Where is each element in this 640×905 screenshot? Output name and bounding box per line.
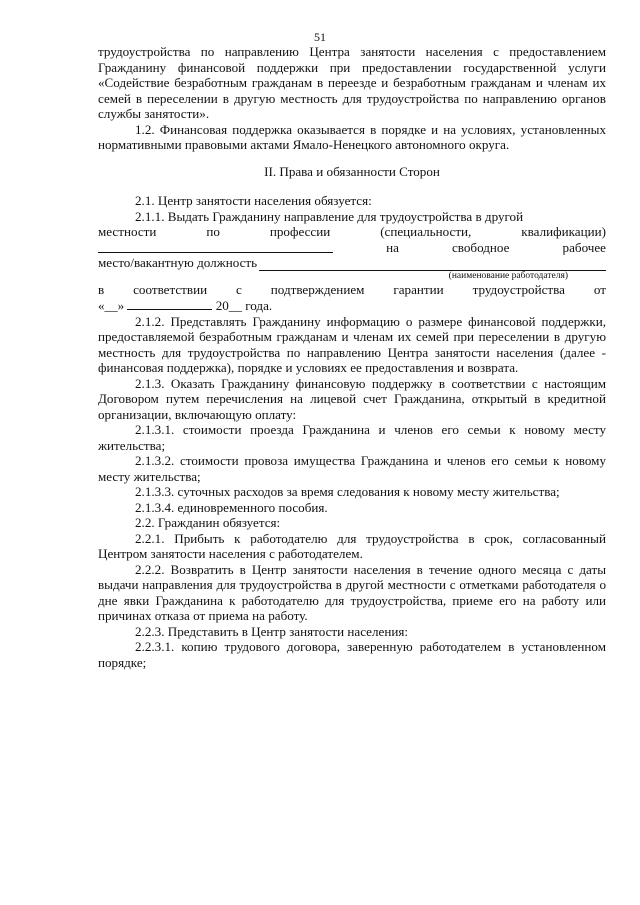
clause-2-2: 2.2. Гражданин обязуется: (135, 515, 281, 530)
paragraph-1-1-end: трудоустройства по направлению Центра занятости населения с предоставлением Гражданину финансовой поддержки при предоставлении государственной услуги «Содействие безработным гражданам в переезде и безработным гражданам и членам их семей в переселении в другую местность для трудоустройства по направлению органов службы занятости». (98, 44, 606, 121)
clause-2-1-1-line-5 (98, 282, 606, 298)
word: профессии (269, 224, 331, 239)
document-body (98, 44, 606, 670)
word: соответствии (133, 281, 208, 297)
word: подтверждением (270, 281, 365, 297)
word: местности (98, 224, 157, 239)
word: свободное (451, 239, 510, 255)
clause-2-2-1: 2.2.1. Прибыть к работодателю для трудоустройства в срок, согласованный Центром занятости населения с работодателем. (98, 530, 606, 561)
word: трудоустройства (472, 281, 565, 297)
clause-2-2-3-1: 2.2.3.1. копию трудового договора, заверенную работодателем в установленном порядке; (98, 639, 606, 670)
clause-2-1-2: 2.1.2. Представлять Гражданину информацию о размере финансовой поддержки, предоставляемой безработным гражданам и членам их семей при переселении в другую местность для трудоустройства по направлению Центра занятости населения (далее - финансовая поддержка), порядке и условиях ее предоставления и возврата. (98, 313, 606, 375)
word: в (98, 281, 105, 297)
date-month-blank (127, 297, 212, 310)
clause-2-1-1-line-3 (98, 240, 606, 256)
date-year: 20__ (215, 298, 242, 313)
word: гарантии (393, 281, 444, 297)
paragraph-1-2: 1.2. Финансовая поддержка оказывается в порядке и на условиях, установленных нормативными правовыми актами Ямало-Ненецкого автономного округа. (98, 121, 606, 152)
clause-2-1-3-1: 2.1.3.1. стоимости проезда Гражданина и членов его семьи к новому месту жительства; (98, 422, 606, 453)
clause-2-1-1-line-2 (98, 224, 606, 240)
clause-2-1-1-line-1: 2.1.1. Выдать Гражданину направление для трудоустройства в другой (135, 208, 524, 224)
employer-blank-line (259, 258, 606, 271)
word: на (386, 239, 399, 255)
section-heading: II. Права и обязанности Сторон (264, 163, 440, 179)
word: от (593, 281, 606, 297)
clause-2-1-3-4: 2.1.3.4. единовременного пособия. (135, 499, 328, 515)
word: по (206, 224, 220, 239)
clause-2-1-1-line-4 (98, 255, 606, 271)
word: квалификации) (521, 224, 606, 239)
clause-2-1-3: 2.1.3. Оказать Гражданину финансовую поддержку в соответствии с настоящим Договором путем перечисления на лицевой счет Гражданина, открытый в кредитной организации, включающую оплату: (98, 375, 606, 422)
word: с (236, 281, 242, 297)
clause-2-1: 2.1. Центр занятости населения обязуется: (135, 193, 372, 208)
clause-2-2-2: 2.2.2. Возвратить в Центр занятости населения в течение одного месяца с даты выдачи направления для трудоустройства в другой местности с отметками работодателя о дне явки Гражданина к работодателю для трудоустройства, приеме его на работу или причинах отказа от приема на работу. (98, 561, 606, 623)
employer-note: (наименование работодателя) (448, 270, 568, 281)
vacancy-label: место/вакантную должность (98, 255, 258, 270)
date-suffix: года. (245, 298, 273, 313)
clause-2-1-3-2: 2.1.3.2. стоимости провоза имущества Гражданина и членов его семьи к новому месту жительства; (98, 453, 606, 484)
profession-blank-line (98, 240, 333, 253)
date-line (98, 297, 606, 314)
clause-2-1-3-3: 2.1.3.3. суточных расходов за время следования к новому месту жительства; (135, 484, 560, 499)
word: (специальности, (380, 224, 472, 239)
clause-2-2-3: 2.2.3. Представить в Центр занятости населения: (135, 623, 409, 639)
word: рабочее (562, 239, 606, 255)
date-day: «__» (98, 298, 125, 313)
page-number: 51 (314, 30, 326, 44)
